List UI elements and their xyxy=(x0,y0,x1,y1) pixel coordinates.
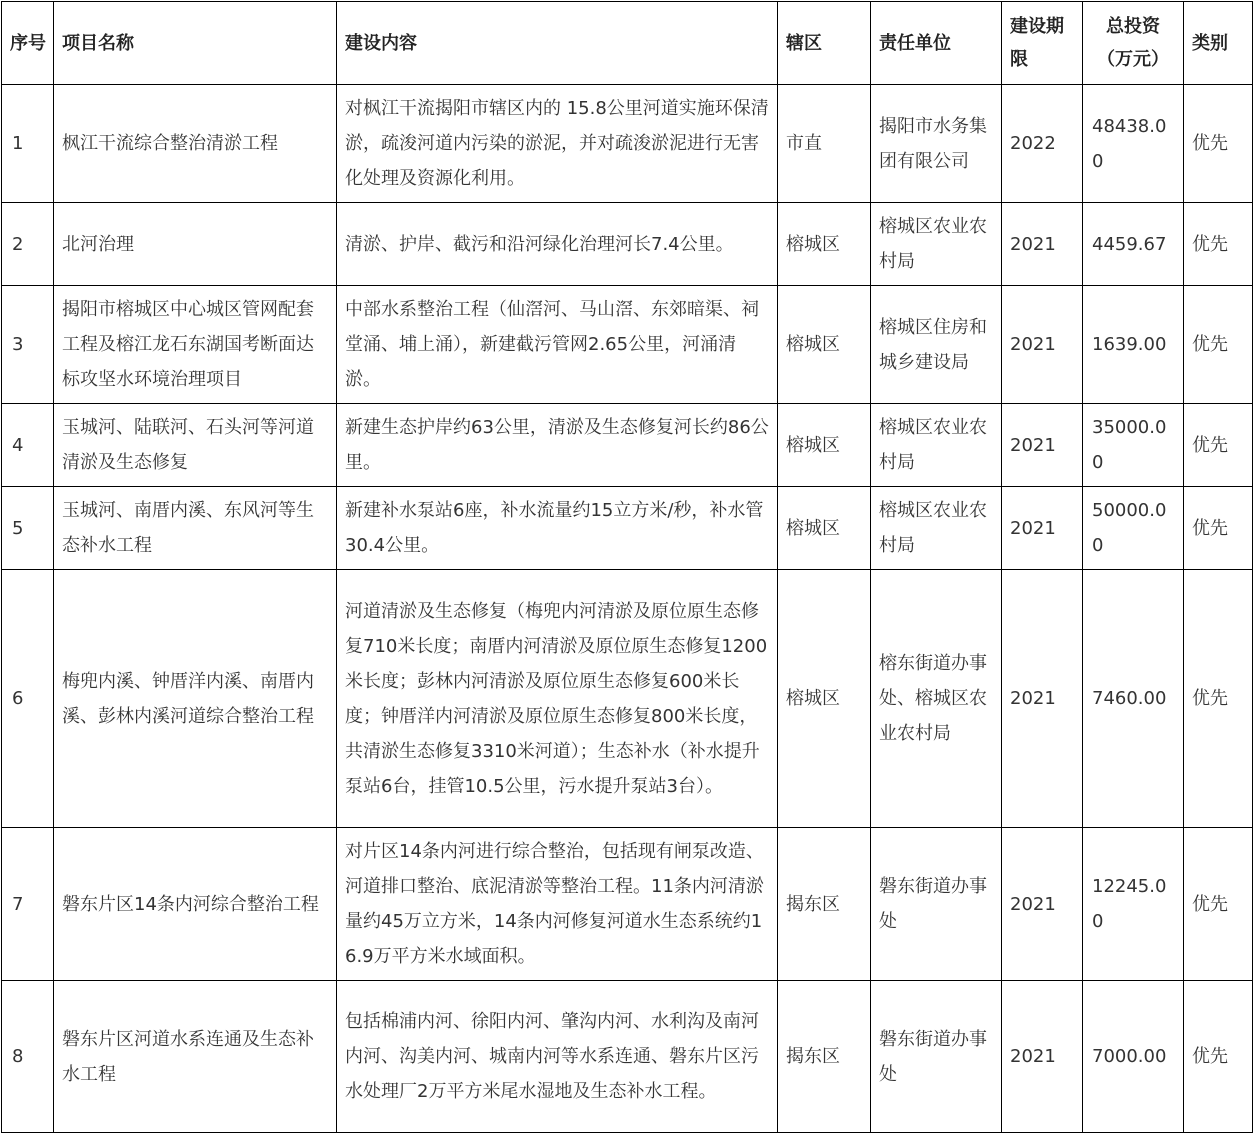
cell-content: 中部水系整治工程（仙滘河、马山滘、东郊暗渠、祠堂涌、埔上涌），新建截污管网2.65公里，河涌清淤。 xyxy=(337,286,778,404)
cell-index: 7 xyxy=(2,828,54,981)
cell-index: 3 xyxy=(2,286,54,404)
table-row xyxy=(2,404,1253,487)
cell-content: 对枫江干流揭阳市辖区内的 15.8公里河道实施环保清淤，疏浚河道内污染的淤泥，并对疏浚淤泥进行无害化处理及资源化利用。 xyxy=(337,85,778,203)
cell-responsible-unit: 揭阳市水务集团有限公司 xyxy=(871,85,1002,203)
cell-responsible-unit: 磐东街道办事处 xyxy=(871,828,1002,981)
cell-district: 榕城区 xyxy=(778,570,871,828)
cell-project-name: 磐东片区14条内河综合整治工程 xyxy=(54,828,337,981)
cell-period: 2021 xyxy=(1002,203,1083,286)
cell-investment: 35000.00 xyxy=(1083,404,1184,487)
cell-content: 新建生态护岸约63公里，清淤及生态修复河长约86公里。 xyxy=(337,404,778,487)
cell-index: 2 xyxy=(2,203,54,286)
cell-district: 市直 xyxy=(778,85,871,203)
cell-project-name: 玉城河、陆联河、石头河等河道清淤及生态修复 xyxy=(54,404,337,487)
cell-investment: 4459.67 xyxy=(1083,203,1184,286)
header-row xyxy=(2,2,1253,85)
cell-period: 2021 xyxy=(1002,570,1083,828)
cell-category: 优先 xyxy=(1184,828,1253,981)
cell-district: 榕城区 xyxy=(778,487,871,570)
cell-district: 榕城区 xyxy=(778,404,871,487)
cell-content: 清淤、护岸、截污和沿河绿化治理河长7.4公里。 xyxy=(337,203,778,286)
table-row xyxy=(2,85,1253,203)
cell-district: 榕城区 xyxy=(778,203,871,286)
cell-period: 2021 xyxy=(1002,981,1083,1133)
cell-index: 6 xyxy=(2,570,54,828)
cell-category: 优先 xyxy=(1184,85,1253,203)
cell-period: 2021 xyxy=(1002,828,1083,981)
table-row xyxy=(2,203,1253,286)
cell-content: 对片区14条内河进行综合整治，包括现有闸泵改造、河道排口整治、底泥清淤等整治工程。11条内河清淤量约45万立方米，14条内河修复河道水生态系统约16.9万平方米水域面积。 xyxy=(337,828,778,981)
cell-category: 优先 xyxy=(1184,570,1253,828)
cell-responsible-unit: 榕城区住房和城乡建设局 xyxy=(871,286,1002,404)
cell-project-name: 磐东片区河道水系连通及生态补水工程 xyxy=(54,981,337,1133)
cell-district: 榕城区 xyxy=(778,286,871,404)
cell-district: 揭东区 xyxy=(778,981,871,1133)
table-row xyxy=(2,286,1253,404)
cell-investment: 1639.00 xyxy=(1083,286,1184,404)
cell-period: 2021 xyxy=(1002,286,1083,404)
cell-responsible-unit: 榕城区农业农村局 xyxy=(871,487,1002,570)
table-row xyxy=(2,487,1253,570)
header-district: 辖区 xyxy=(778,2,871,85)
cell-responsible-unit: 榕城区农业农村局 xyxy=(871,404,1002,487)
header-period: 建设期限 xyxy=(1002,2,1083,85)
cell-index: 8 xyxy=(2,981,54,1133)
table-row xyxy=(2,570,1253,828)
cell-project-name: 梅兜内溪、钟厝洋内溪、南厝内溪、彭林内溪河道综合整治工程 xyxy=(54,570,337,828)
cell-period: 2021 xyxy=(1002,404,1083,487)
cell-category: 优先 xyxy=(1184,981,1253,1133)
cell-investment: 12245.00 xyxy=(1083,828,1184,981)
cell-project-name: 枫江干流综合整治清淤工程 xyxy=(54,85,337,203)
cell-period: 2021 xyxy=(1002,487,1083,570)
cell-project-name: 揭阳市榕城区中心城区管网配套工程及榕江龙石东湖国考断面达标攻坚水环境治理项目 xyxy=(54,286,337,404)
header-project-name: 项目名称 xyxy=(54,2,337,85)
cell-content: 新建补水泵站6座，补水流量约15立方米/秒，补水管30.4公里。 xyxy=(337,487,778,570)
cell-project-name: 玉城河、南厝内溪、东风河等生态补水工程 xyxy=(54,487,337,570)
cell-category: 优先 xyxy=(1184,404,1253,487)
header-index: 序号 xyxy=(2,2,54,85)
header-investment: 总投资（万元） xyxy=(1083,2,1184,85)
cell-category: 优先 xyxy=(1184,203,1253,286)
header-category: 类别 xyxy=(1184,2,1253,85)
cell-category: 优先 xyxy=(1184,286,1253,404)
cell-district: 揭东区 xyxy=(778,828,871,981)
project-table xyxy=(1,1,1253,1133)
table-row xyxy=(2,828,1253,981)
cell-index: 4 xyxy=(2,404,54,487)
cell-category: 优先 xyxy=(1184,487,1253,570)
cell-content: 包括棉浦内河、徐阳内河、肇沟内河、水利沟及南河内河、沟美内河、城南内河等水系连通、磐东片区污水处理厂2万平方米尾水湿地及生态补水工程。 xyxy=(337,981,778,1133)
cell-investment: 50000.00 xyxy=(1083,487,1184,570)
cell-project-name: 北河治理 xyxy=(54,203,337,286)
header-content: 建设内容 xyxy=(337,2,778,85)
cell-responsible-unit: 榕东街道办事处、榕城区农业农村局 xyxy=(871,570,1002,828)
header-responsible-unit: 责任单位 xyxy=(871,2,1002,85)
cell-index: 5 xyxy=(2,487,54,570)
cell-responsible-unit: 榕城区农业农村局 xyxy=(871,203,1002,286)
cell-investment: 7000.00 xyxy=(1083,981,1184,1133)
table-row xyxy=(2,981,1253,1133)
cell-content: 河道清淤及生态修复（梅兜内河清淤及原位原生态修复710米长度；南厝内河清淤及原位原生态修复1200米长度；彭林内河清淤及原位原生态修复600米长度；钟厝洋内河清淤及原位原生态修复800米长度，共清淤生态修复3310米河道）；生态补水（补水提升泵站6台，挂管10.5公里，污水提升泵站3台）。 xyxy=(337,570,778,828)
cell-index: 1 xyxy=(2,85,54,203)
cell-investment: 7460.00 xyxy=(1083,570,1184,828)
cell-investment: 48438.00 xyxy=(1083,85,1184,203)
cell-period: 2022 xyxy=(1002,85,1083,203)
cell-responsible-unit: 磐东街道办事处 xyxy=(871,981,1002,1133)
